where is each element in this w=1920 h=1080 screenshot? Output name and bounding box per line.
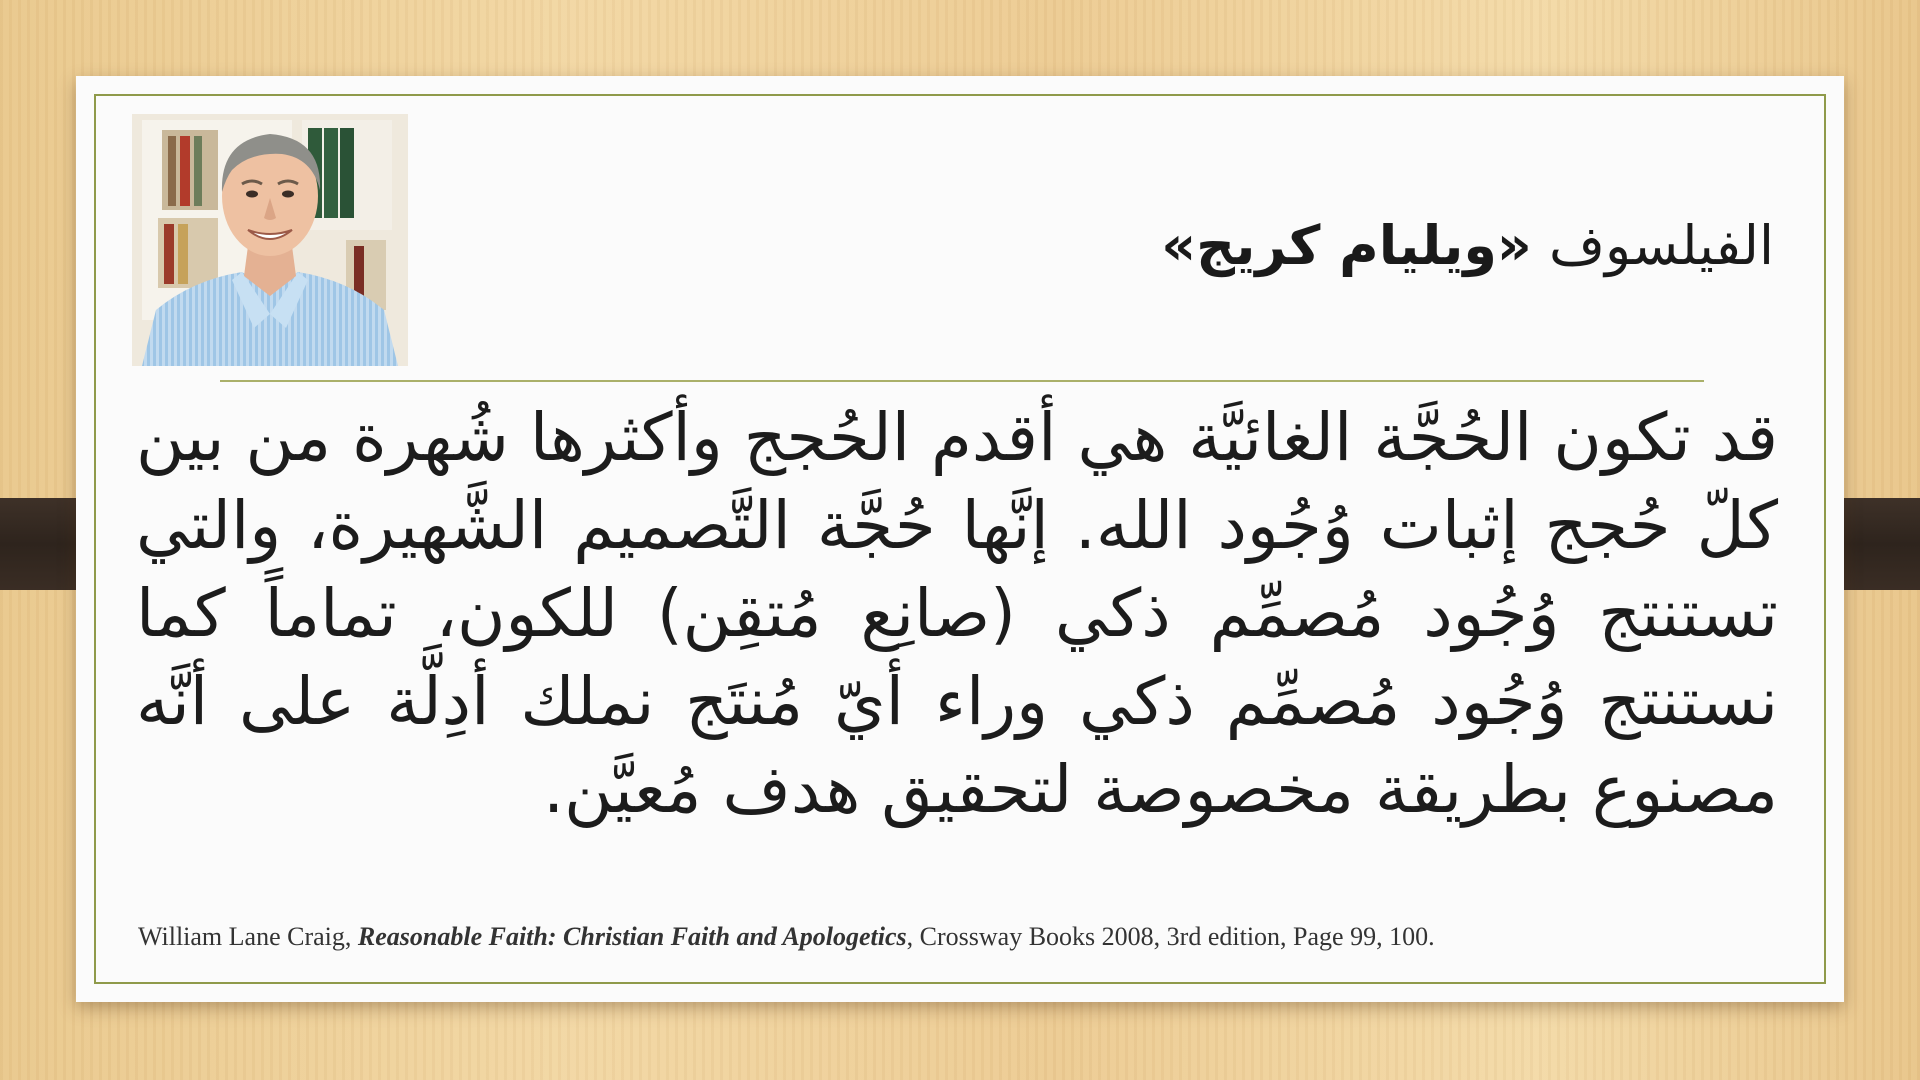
slide-title xyxy=(674,214,1774,277)
quote-text: قد تكون الحُجَّة الغائيَّة هي أقدم الحُجج وأكثرها شُهرة من بين كلّ حُجج إثبات وُجُود الله. إنَّها حُجَّة التَّصميم الشَّهيرة، والتي تستنتج وُجُود مُصمِّم ذكي (صانِع مُتقِن) للكون، تماماً كما نستنتج وُجُود مُصمِّم ذكي وراء أيّ مُنتَج نملك أدِلَّة على أنَّه مصنوع بطريقة مخصوصة لتحقيق هدف مُعيَّن. xyxy=(136,399,1778,828)
title-divider xyxy=(220,380,1704,382)
citation xyxy=(138,922,1698,952)
citation-author: William Lane Craig, xyxy=(138,922,358,951)
portrait-photo xyxy=(132,114,408,366)
title-prefix: الفيلسوف xyxy=(1549,214,1774,277)
citation-details: , Crossway Books 2008, 3rd edition, Page 99, 100. xyxy=(906,922,1435,951)
portrait-illustration xyxy=(132,114,408,366)
citation-book-title: Reasonable Faith: Christian Faith and Apologetics xyxy=(357,922,907,951)
title-name: «ويليام كريج» xyxy=(1161,214,1532,277)
quote-card xyxy=(76,76,1844,1002)
